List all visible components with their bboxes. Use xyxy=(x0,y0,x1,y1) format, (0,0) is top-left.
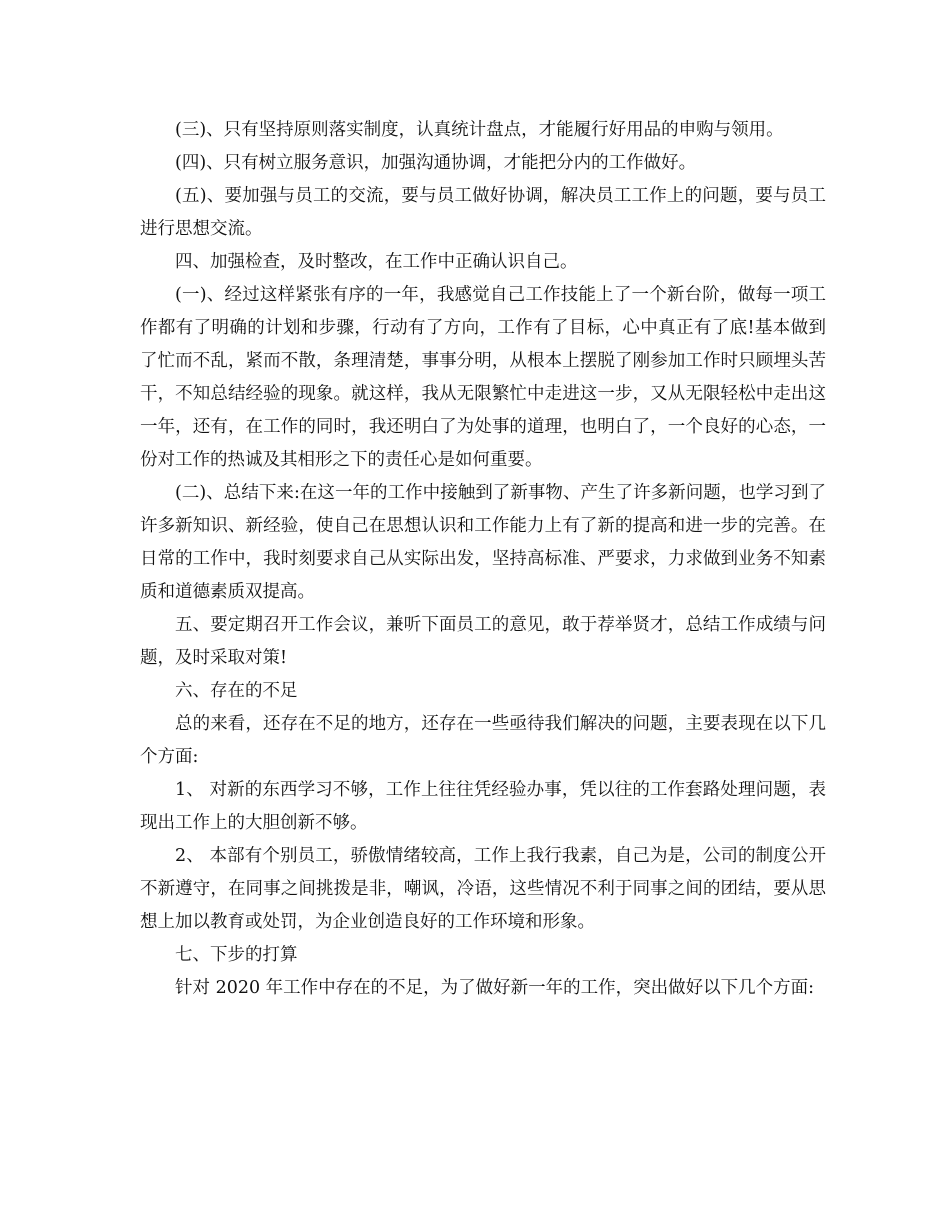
paragraph-service-awareness: (四)、只有树立服务意识，加强沟通协调，才能把分内的工作做好。 xyxy=(175,153,697,173)
heading-section-four: 四、加强检查，及时整改，在工作中正确认识自己。 xyxy=(175,252,578,272)
document-body xyxy=(140,114,826,1005)
heading-section-five: 五、要定期召开工作会议，兼听下面员工的意见，敢于荐举贤才，总结工作成绩与问题，及时采取对策! xyxy=(140,615,826,668)
paragraph-summary: (二)、总结下来:在这一年的工作中接触到了新事物、产生了许多新问题，也学习到了许多新知识、新经验，使自己在思想认识和工作能力上有了新的提高和进一步的完善。在日常的工作中，我时刻要求自己从实际出发，坚持高标准、严要求，力求做到业务不知素质和道德素质双提高。 xyxy=(140,483,826,602)
paragraph-next-year-plan: 针对 2020 年工作中存在的不足，为了做好新一年的工作，突出做好以下几个方面: xyxy=(175,978,815,998)
list-item-shortcoming-1: 1、 对新的东西学习不够，工作上往往凭经验办事，凭以往的工作套路处理问题，表现出工作上的大胆创新不够。 xyxy=(140,780,826,833)
heading-section-six: 六、存在的不足 xyxy=(175,681,298,701)
paragraph-staff-communication: (五)、要加强与员工的交流，要与员工做好协调，解决员工工作上的问题，要与员工进行思想交流。 xyxy=(140,186,826,239)
list-item-shortcoming-2: 2、 本部有个别员工，骄傲情绪较高，工作上我行我素，自己为是，公司的制度公开不新遵守，在同事之间挑拨是非，嘲讽，冷语，这些情况不利于同事之间的团结，要从思想上加以教育或处罚，为企业创造良好的工作环境和形象。 xyxy=(140,846,826,932)
paragraph-shortcomings-intro: 总的来看，还存在不足的地方，还存在一些亟待我们解决的问题，主要表现在以下几个方面: xyxy=(140,714,826,767)
paragraph-inventory-principle: (三)、只有坚持原则落实制度，认真统计盘点，才能履行好用品的申购与领用。 xyxy=(175,120,784,140)
heading-section-seven: 七、下步的打算 xyxy=(175,945,298,965)
paragraph-year-reflection: (一)、经过这样紧张有序的一年，我感觉自己工作技能上了一个新台阶，做每一项工作都有了明确的计划和步骤，行动有了方向，工作有了目标，心中真正有了底!基本做到了忙而不乱，紧而不散，条理清楚，事事分明，从根本上摆脱了刚参加工作时只顾埋头苦干，不知总结经验的现象。就这样，我从无限繁忙中走进这一步，又从无限轻松中走出这一年，还有，在工作的同时，我还明白了为处事的道理，也明白了，一个良好的心态，一份对工作的热诚及其相形之下的责任心是如何重要。 xyxy=(140,285,826,470)
